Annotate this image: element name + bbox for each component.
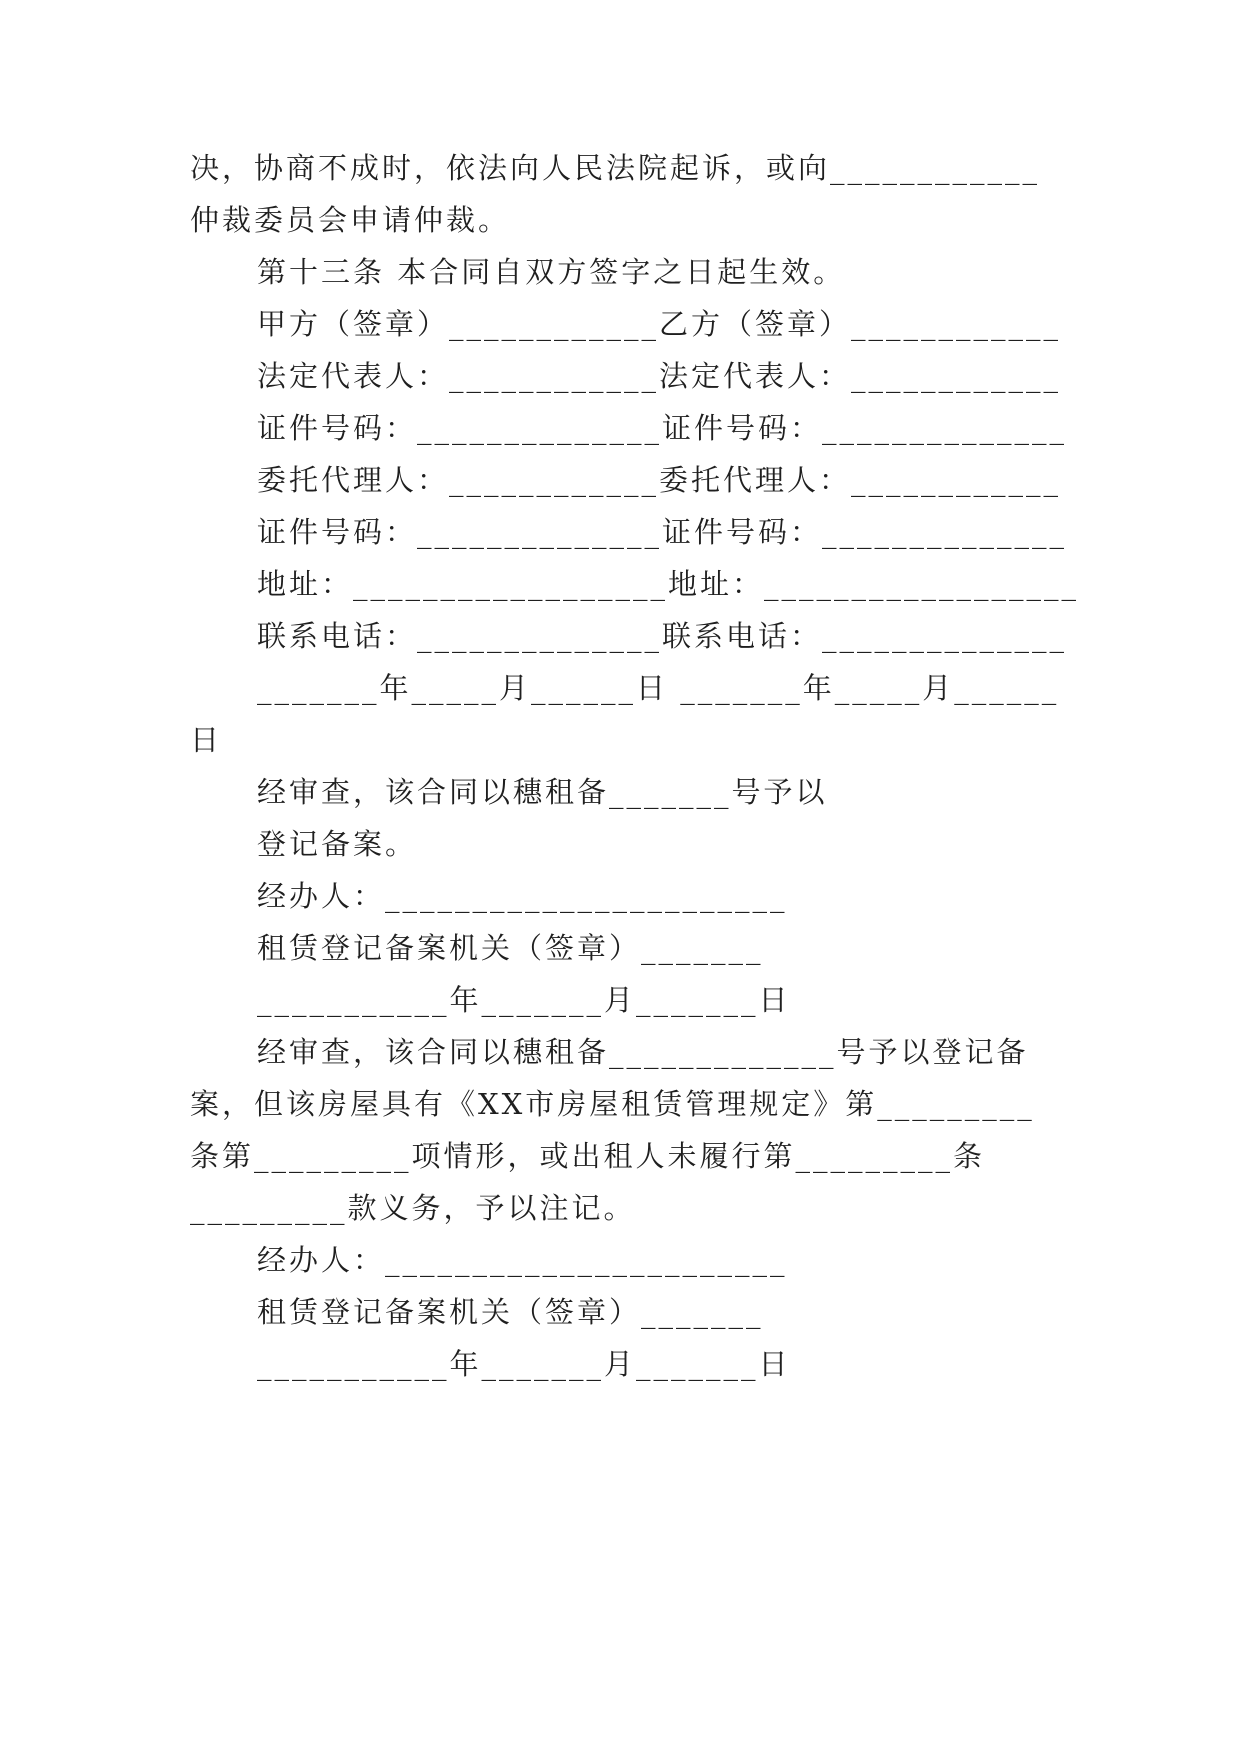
- review-note-line-4: _________款义务，予以注记。: [190, 1191, 636, 1225]
- text-line-1: 决，协商不成时，依法向人民法院起诉，或向____________: [190, 151, 1041, 185]
- agency-seal-line-1: 租赁登记备案机关（签章）_______: [257, 931, 764, 965]
- date-line-3: ___________年_______月_______日: [257, 1347, 791, 1381]
- review-line-1: 经审查，该合同以穗租备_______号予以: [257, 775, 828, 809]
- legal-representative-line: 法定代表人：____________法定代表人：____________: [257, 359, 1062, 393]
- address-line: 地址：__________________地址：__________________: [257, 567, 1080, 601]
- date-line-1-continued: 日: [190, 723, 223, 757]
- article-13-line: 第十三条 本合同自双方签字之日起生效。: [257, 255, 846, 289]
- review-line-2: 登记备案。: [257, 827, 418, 861]
- review-note-line-2: 案，但该房屋具有《XX市房屋租赁管理规定》第_________: [190, 1087, 1035, 1121]
- handler-line-2: 经办人：_______________________: [257, 1243, 788, 1277]
- date-line-1: _______年_____月______日 _______年_____月______: [257, 671, 1060, 705]
- date-line-2: ___________年_______月_______日: [257, 983, 791, 1017]
- phone-line: 联系电话：______________联系电话：______________: [257, 619, 1068, 653]
- id-number-line-2: 证件号码：______________证件号码：______________: [257, 515, 1068, 549]
- text-line-2: 仲裁委员会申请仲裁。: [190, 203, 511, 237]
- id-number-line-1: 证件号码：______________证件号码：______________: [257, 411, 1068, 445]
- party-signature-line: 甲方（签章）____________乙方（签章）____________: [257, 307, 1062, 341]
- review-note-line-3: 条第_________项情形，或出租人未履行第_________条: [190, 1139, 986, 1173]
- agent-line: 委托代理人：____________委托代理人：____________: [257, 463, 1062, 497]
- handler-line-1: 经办人：_______________________: [257, 879, 788, 913]
- review-note-line-1: 经审查，该合同以穗租备_____________号予以登记备: [257, 1035, 1029, 1069]
- agency-seal-line-2: 租赁登记备案机关（签章）_______: [257, 1295, 764, 1329]
